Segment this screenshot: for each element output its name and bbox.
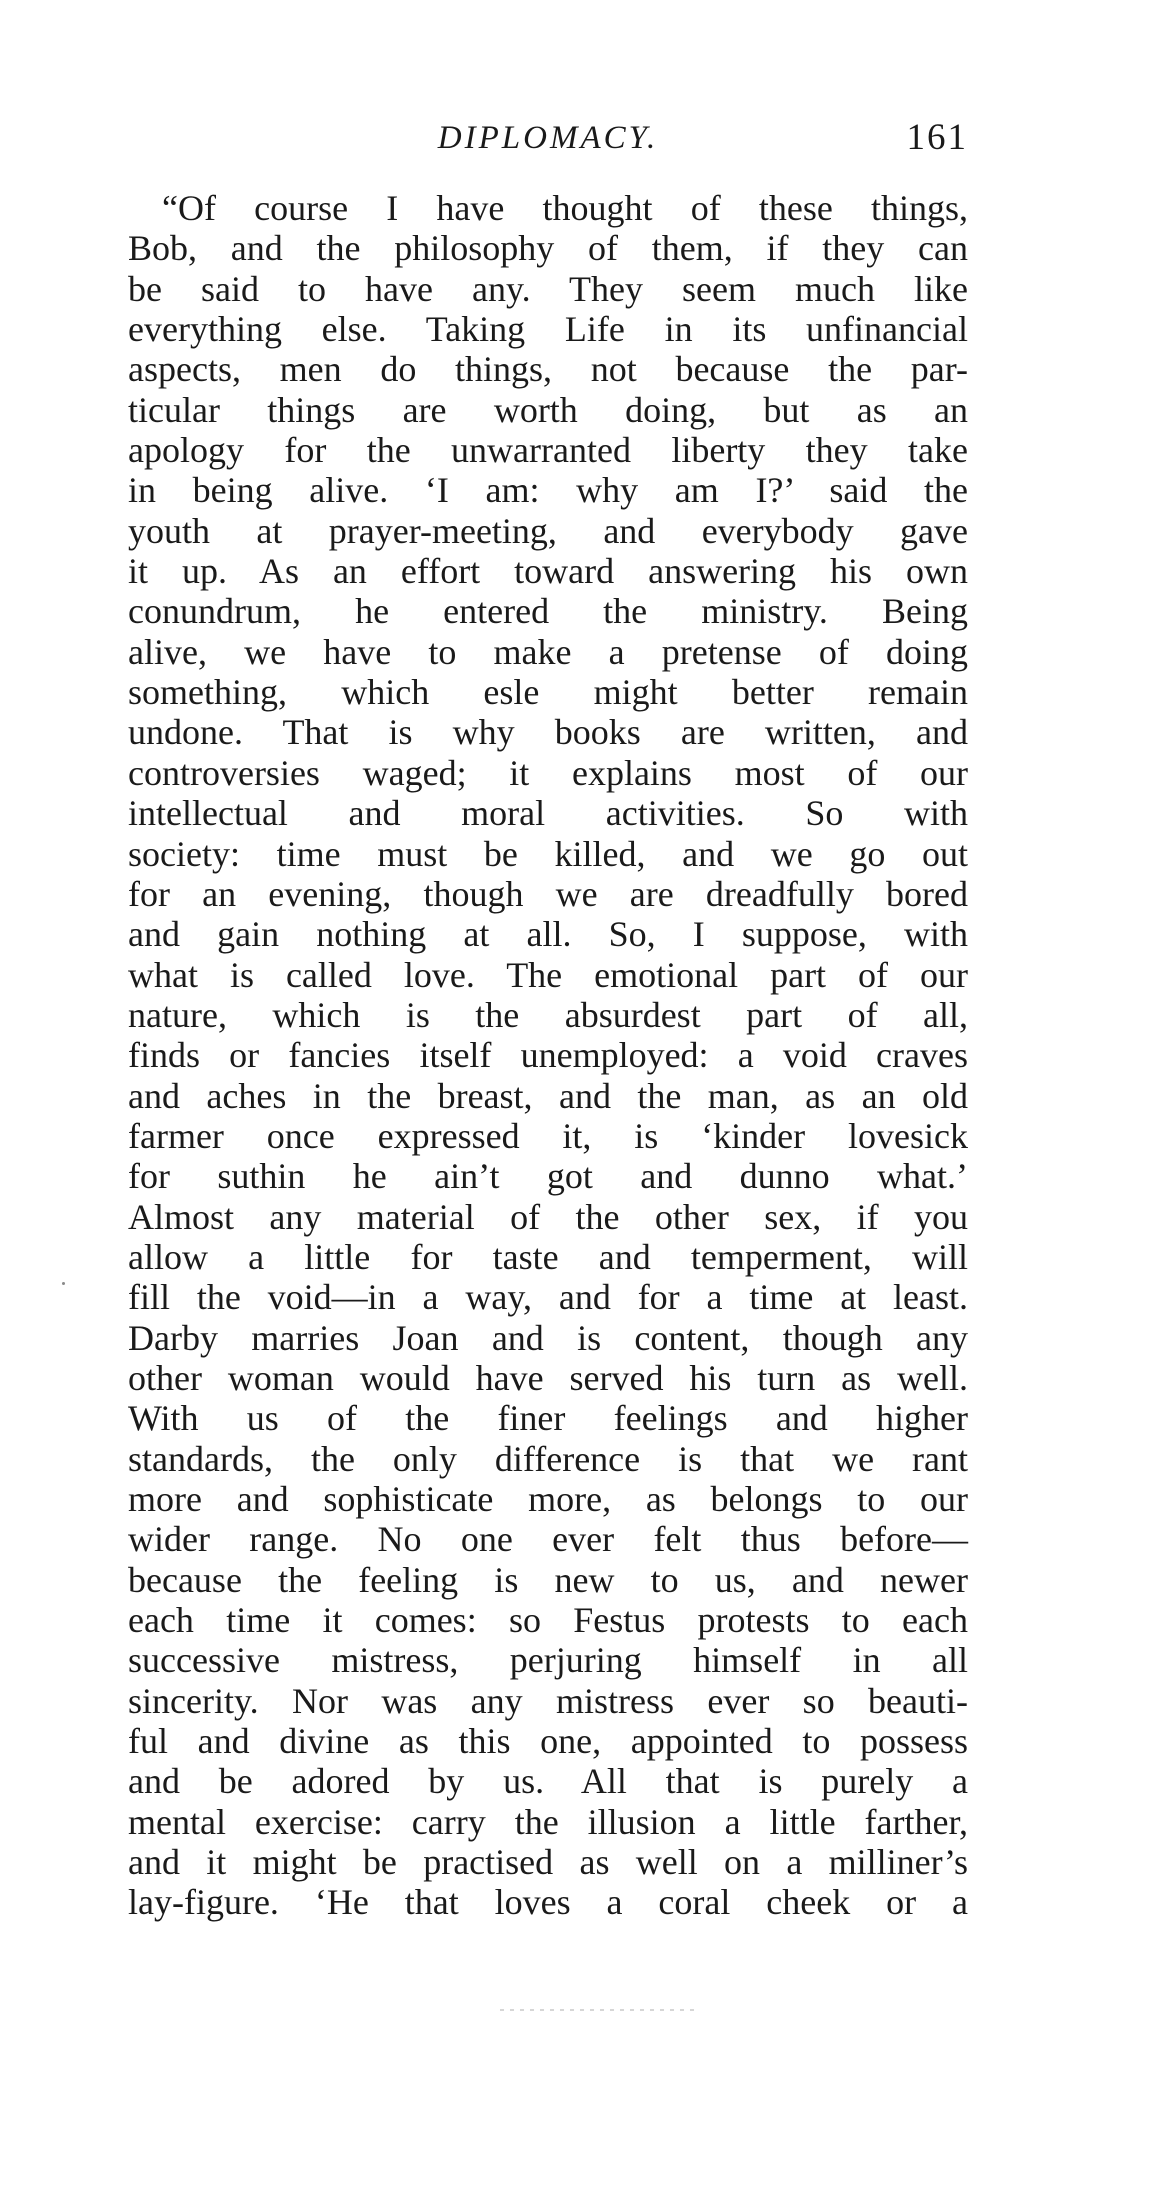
text-line: successive mistress, perjuring himself in all bbox=[128, 1640, 968, 1681]
text-line: youth at prayer-meeting, and everybody gave bbox=[128, 510, 968, 551]
text-line: more and sophisticate more, as belongs to our bbox=[128, 1479, 968, 1519]
text-line: Almost any material of the other sex, if you bbox=[128, 1196, 968, 1237]
text-line: nature, which is the absurdest part of all, bbox=[128, 994, 968, 1035]
text-line: aspects, men do things, not because the par- bbox=[128, 349, 968, 390]
body-text bbox=[128, 188, 968, 1923]
text-line: each time it comes: so Festus protests to each bbox=[128, 1600, 968, 1641]
text-line: Bob, and the philosophy of them, if they can bbox=[128, 228, 968, 269]
running-head bbox=[128, 116, 968, 166]
text-line: mental exercise: carry the illusion a little farther, bbox=[128, 1801, 968, 1842]
text-line: undone. That is why books are written, and bbox=[128, 712, 968, 753]
text-line: because the feeling is new to us, and newer bbox=[128, 1559, 968, 1600]
text-line: and aches in the breast, and the man, as an old bbox=[128, 1075, 968, 1116]
text-line: intellectual and moral activities. So with bbox=[128, 793, 968, 834]
text-line: “Of course I have thought of these things, bbox=[162, 188, 968, 228]
text-line: farmer once expressed it, is ‘kinder lovesick bbox=[128, 1115, 968, 1156]
text-line: and gain nothing at all. So, I suppose, with bbox=[128, 914, 968, 955]
text-line: alive, we have to make a pretense of doing bbox=[128, 631, 968, 672]
text-line: standards, the only difference is that we rant bbox=[128, 1438, 968, 1479]
text-line: Darby marries Joan and is content, though any bbox=[128, 1317, 968, 1358]
text-line: what is called love. The emotional part of our bbox=[128, 954, 968, 995]
margin-speck bbox=[62, 1282, 65, 1285]
text-line: allow a little for taste and temperment, will bbox=[128, 1236, 968, 1277]
text-line: other woman would have served his turn as well. bbox=[128, 1357, 968, 1398]
text-line: for an evening, though we are dreadfully bored bbox=[128, 873, 968, 914]
text-line: With us of the finer feelings and higher bbox=[128, 1398, 968, 1439]
text-line: sincerity. Nor was any mistress ever so beauti- bbox=[128, 1680, 968, 1721]
text-line: wider range. No one ever felt thus before— bbox=[128, 1519, 968, 1560]
text-line: society: time must be killed, and we go out bbox=[128, 833, 968, 874]
footer-marks bbox=[500, 2009, 700, 2011]
text-line: be said to have any. They seem much like bbox=[128, 268, 968, 309]
running-title: DIPLOMACY. bbox=[437, 120, 659, 156]
text-line: something, which esle might better remain bbox=[128, 672, 968, 713]
text-line: fill the void—in a way, and for a time at least. bbox=[128, 1277, 968, 1318]
text-line: it up. As an effort toward answering his own bbox=[128, 551, 968, 592]
text-line: for suthin he ain’t got and dunno what.’ bbox=[128, 1156, 968, 1197]
text-line: controversies waged; it explains most of our bbox=[128, 752, 968, 793]
text-line: lay-figure. ‘He that loves a coral cheek or a bbox=[128, 1882, 968, 1923]
text-line: and it might be practised as well on a milliner’s bbox=[128, 1842, 968, 1883]
text-line: apology for the unwarranted liberty they take bbox=[128, 430, 968, 471]
text-line: in being alive. ‘I am: why am I?’ said the bbox=[128, 470, 968, 511]
text-line: conundrum, he entered the ministry. Being bbox=[128, 591, 968, 632]
page-number: 161 bbox=[906, 117, 968, 158]
text-line: ticular things are worth doing, but as an bbox=[128, 389, 968, 430]
text-line: and be adored by us. All that is purely a bbox=[128, 1761, 968, 1802]
text-line: everything else. Taking Life in its unfinancial bbox=[128, 309, 968, 350]
text-line: ful and divine as this one, appointed to possess bbox=[128, 1721, 968, 1762]
text-line: finds or fancies itself unemployed: a void craves bbox=[128, 1035, 968, 1076]
